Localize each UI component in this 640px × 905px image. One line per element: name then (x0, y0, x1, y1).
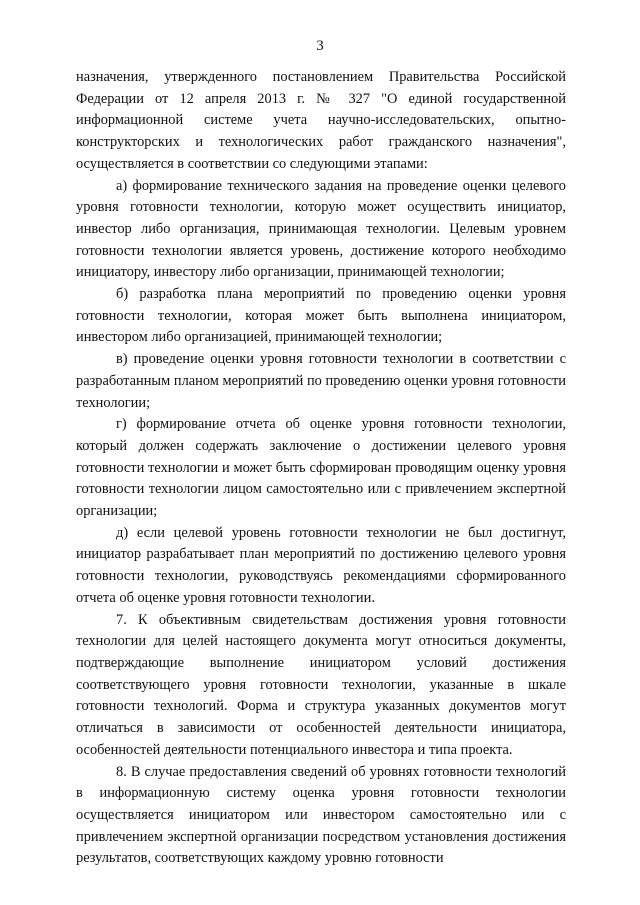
paragraph-section-8: 8. В случае предоставления сведений об уровнях готовности технологий в информационную систему оценка уровня готовности технологии осуществляется инициатором или инвестором самостоятельно или с привлечением экспертной организации посредством установления достижения результатов, соответствующих каждому уровню готовности (76, 763, 566, 867)
paragraph-step-d: д) если целевой уровень готовности технологии не был достигнут, инициатор разрабатывает план мероприятий по достижению целевого уровня готовности технологии, руководствуясь рекомендациями сформированного отчета об оценке уровня готовности технологии. (76, 524, 566, 606)
paragraph-step-g: г) формирование отчета об оценке уровня готовности технологии, который должен содержать заключение о достижении целевого уровня готовности технологии и может быть сформирован проводящим оценку уровня готовности технологии лицом самостоятельно или с привлечением экспертной организации; (76, 416, 566, 520)
paragraph-step-a: а) формирование технического задания на проведение оценки целевого уровня готовности технологии, которую может осуществить инициатор, инвестор либо организация, принимающая технологии. Целевым уровнем готовности технологии является уровень, достижение которого необходимо инициатору, инвестору либо организации, принимающей технологии; (76, 177, 566, 281)
page-number: 3 (316, 38, 324, 54)
document-body (76, 67, 566, 870)
paragraph-step-b: б) разработка плана мероприятий по проведению оценки уровня готовности технологии, которая может быть выполнена инициатором, инвестором либо организацией, принимающей технологии; (76, 286, 566, 346)
paragraph-continuation: назначения, утвержденного постановлением Правительства Российской Федерации от 12 апреля 2013 г. № 327 "О единой государственной информационной системе учета научно-исследовательских, опытно-конструкторских и технологических работ гражданского назначения", осуществляется в соответствии со следующими этапами: (76, 69, 566, 172)
paragraph-step-v: в) проведение оценки уровня готовности технологии в соответствии с разработанным планом мероприятий по проведению оценки уровня готовности технологии; (76, 351, 566, 411)
paragraph-section-7: 7. К объективным свидетельствам достижения уровня готовности технологии для целей настоящего документа могут относиться документы, подтверждающие выполнение инициатором условий достижения соответствующего уровня готовности технологии, указанные в шкале готовности технологий. Форма и структура указанных документов могут отличаться в зависимости от особенностей деятельности инициатора, особенностей деятельности потенциального инвестора и типа проекта. (76, 611, 566, 758)
